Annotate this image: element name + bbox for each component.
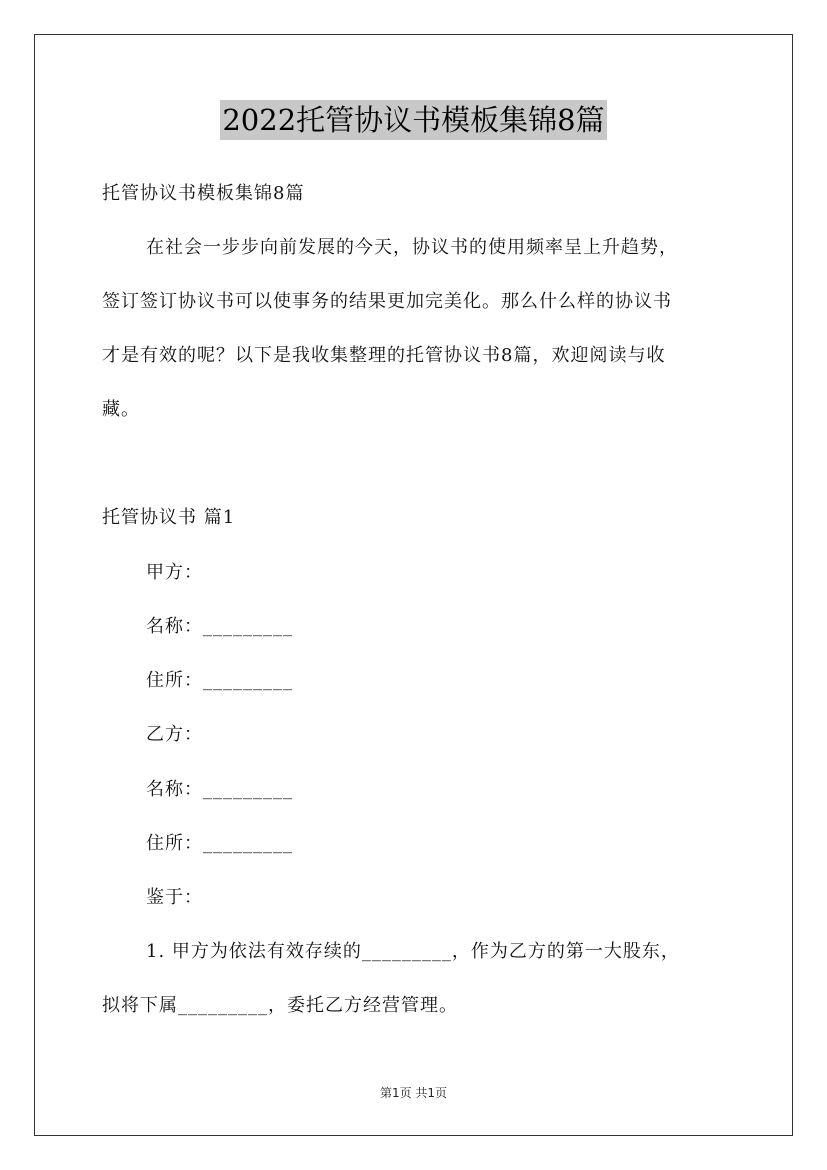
intro-line-4: 藏。 xyxy=(102,399,140,420)
party-b-address: 住所：_________ xyxy=(146,833,293,854)
clause-1-line-1: 1. 甲方为依法有效存续的_________，作为乙方的第一大股东， xyxy=(146,941,680,962)
party-a-address: 住所：_________ xyxy=(146,670,293,691)
party-a-name: 名称：_________ xyxy=(146,616,293,637)
title-container xyxy=(0,100,827,140)
intro-line-3: 才是有效的呢？以下是我收集整理的托管协议书8篇，欢迎阅读与收 xyxy=(102,345,666,366)
intro-line-1: 在社会一步步向前发展的今天，协议书的使用频率呈上升趋势， xyxy=(146,237,678,258)
page-footer: 第1页 共1页 xyxy=(379,1086,448,1100)
section-heading: 托管协议书 篇1 xyxy=(102,507,236,528)
intro-line-2: 签订签订协议书可以使事务的结果更加完美化。那么什么样的协议书 xyxy=(102,291,672,312)
party-b-name: 名称：_________ xyxy=(146,779,293,800)
document-subtitle: 托管协议书模板集锦8篇 xyxy=(102,183,305,204)
clause-1-line-2: 拟将下属_________，委托乙方经营管理。 xyxy=(102,995,458,1016)
document-title: 2022托管协议书模板集锦8篇 xyxy=(220,100,606,140)
party-b-label: 乙方： xyxy=(146,724,203,745)
whereas-label: 鉴于： xyxy=(146,887,203,908)
party-a-label: 甲方： xyxy=(146,562,203,583)
